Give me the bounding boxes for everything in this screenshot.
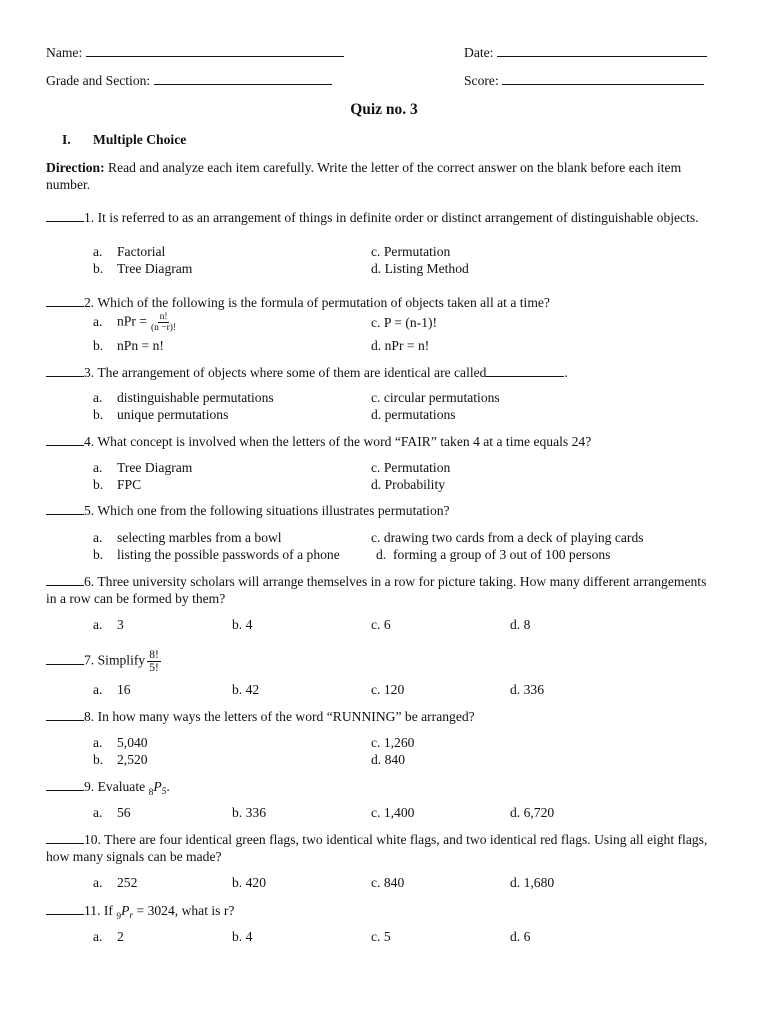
answer-blank[interactable] — [46, 295, 84, 307]
question-5 — [46, 502, 716, 519]
option-letter: c. — [371, 315, 381, 330]
question-4 — [46, 433, 716, 450]
question-text: The arrangement of objects where some of them are identical are called — [94, 365, 487, 380]
question-number: 6. — [84, 574, 95, 589]
option-2b[interactable] — [93, 337, 164, 354]
factorial-fraction — [147, 649, 161, 674]
question-suffix: . — [166, 779, 170, 794]
question-number: 1. — [84, 210, 95, 225]
answer-blank[interactable] — [46, 503, 84, 515]
option-10a[interactable] — [93, 874, 137, 891]
math-subscript: 5 — [161, 787, 167, 797]
question-number: 11. — [84, 903, 101, 918]
option-letter: d. — [371, 752, 382, 767]
question-2 — [46, 294, 716, 311]
question-6 — [46, 573, 716, 607]
option-9d[interactable] — [510, 804, 554, 821]
option-letter: d. — [376, 547, 387, 562]
option-6c[interactable] — [371, 616, 391, 633]
option-text: Factorial — [117, 244, 166, 259]
score-blank[interactable] — [502, 72, 704, 85]
option-text: 6 — [383, 617, 391, 632]
option-text: selecting marbles from a bowl — [117, 530, 282, 545]
option-letter: a. — [93, 682, 103, 697]
name-label: Name: — [46, 45, 83, 60]
option-text: 336 — [245, 805, 266, 820]
answer-blank[interactable] — [46, 903, 84, 915]
option-letter: a. — [93, 875, 103, 890]
option-letter: c. — [371, 617, 381, 632]
answer-blank[interactable] — [46, 210, 84, 222]
fill-blank[interactable] — [486, 365, 564, 377]
option-text: P = (n-1)! — [383, 315, 438, 330]
option-letter: c. — [371, 929, 381, 944]
option-letter: d. — [510, 805, 521, 820]
question-text: In how many ways the letters of the word “RUNNING” be arranged? — [94, 709, 475, 724]
option-3d[interactable] — [371, 406, 456, 423]
option-7c[interactable] — [371, 681, 404, 698]
option-5c[interactable] — [371, 529, 644, 546]
question-text: There are four identical green flags, two identical white flags, and two identical red flags. Using all eight flags, how many signals can be made? — [46, 832, 708, 864]
permutation-fraction — [149, 312, 178, 333]
math-prescript: 9 — [116, 912, 122, 922]
option-text: 840 — [384, 752, 405, 767]
option-letter: d. — [371, 261, 382, 276]
option-text: Tree Diagram — [117, 261, 193, 276]
question-text: It is referred to as an arrangement of things in definite order or distinct arrangement of distinguishable objects. — [94, 210, 699, 225]
option-letter: a. — [93, 929, 103, 944]
option-text: 6 — [523, 929, 531, 944]
option-letter: a. — [93, 617, 103, 632]
option-text: 120 — [383, 682, 405, 697]
option-text: nPr = — [117, 313, 147, 329]
option-text: 420 — [245, 875, 266, 890]
question-text: Which of the following is the formula of permutation of objects taken all at a time? — [94, 295, 550, 310]
option-letter: b. — [232, 805, 243, 820]
option-text: 2 — [117, 929, 124, 944]
section-heading — [62, 131, 186, 148]
fraction-numerator: 8! — [149, 649, 159, 661]
question-8 — [46, 708, 716, 725]
option-letter: b. — [93, 477, 104, 492]
option-letter: b. — [93, 752, 104, 767]
option-text: permutations — [384, 407, 456, 422]
option-4b[interactable] — [93, 476, 141, 493]
option-5b[interactable] — [93, 546, 340, 563]
question-3 — [46, 364, 716, 381]
option-10c[interactable] — [371, 874, 404, 891]
question-number: 3. — [84, 365, 95, 380]
option-text: drawing two cards from a deck of playing cards — [383, 530, 644, 545]
option-letter: c. — [371, 530, 381, 545]
option-text: 42 — [245, 682, 260, 697]
grade-blank[interactable] — [154, 72, 332, 85]
fraction-denominator: (n −r)! — [150, 323, 177, 333]
name-blank[interactable] — [86, 44, 344, 57]
option-letter: d. — [371, 477, 382, 492]
direction-label: Direction: — [46, 160, 105, 175]
option-text: 3 — [117, 617, 124, 632]
option-2d[interactable] — [371, 337, 429, 354]
option-letter: a. — [93, 805, 103, 820]
option-2c[interactable] — [371, 314, 437, 331]
option-text: circular permutations — [383, 390, 500, 405]
option-8b[interactable] — [93, 751, 148, 768]
question-text: Evaluate — [94, 779, 149, 794]
option-8d[interactable] — [371, 751, 405, 768]
option-4a[interactable] — [93, 459, 192, 476]
option-text: unique permutations — [117, 407, 229, 422]
grade-label: Grade and Section: — [46, 73, 151, 88]
option-letter: b. — [232, 682, 243, 697]
option-1c[interactable] — [371, 243, 450, 260]
option-4d[interactable] — [371, 476, 445, 493]
answer-blank[interactable] — [46, 653, 84, 665]
option-text: 5 — [383, 929, 391, 944]
option-text: 1,400 — [383, 805, 415, 820]
option-letter: b. — [93, 261, 104, 276]
score-field[interactable] — [464, 72, 704, 89]
option-text: 6,720 — [523, 805, 555, 820]
option-text: listing the possible passwords of a phone — [117, 547, 340, 562]
question-text: Simplify — [94, 652, 146, 668]
option-text: forming a group of 3 out of 100 persons — [393, 547, 611, 562]
option-text: 2,520 — [117, 752, 148, 767]
option-text: Permutation — [383, 460, 451, 475]
option-text: 56 — [117, 805, 131, 820]
option-9b[interactable] — [232, 804, 266, 821]
option-8a[interactable] — [93, 734, 148, 751]
question-number: 4. — [84, 434, 95, 449]
name-field[interactable] — [46, 44, 344, 61]
date-field[interactable] — [464, 44, 707, 61]
option-text: 16 — [117, 682, 131, 697]
option-1b[interactable] — [93, 260, 192, 277]
option-text: nPn = n! — [117, 338, 164, 353]
option-text: 1,680 — [523, 875, 555, 890]
option-text: Tree Diagram — [117, 460, 193, 475]
option-text: 4 — [245, 617, 253, 632]
option-6d[interactable] — [510, 616, 530, 633]
option-letter: c. — [371, 682, 381, 697]
math-symbol: P — [121, 903, 130, 918]
question-text: What concept is involved when the letters of the word “FAIR” taken 4 at a time equals 24? — [94, 434, 592, 449]
section-number: I. — [62, 132, 71, 147]
question-text: Three university scholars will arrange themselves in a row for picture taking. How many different arrangements in a row can be formed by them? — [46, 574, 707, 606]
option-letter: b. — [232, 875, 243, 890]
question-7 — [46, 649, 716, 674]
option-letter: d. — [510, 617, 521, 632]
math-prescript: 8 — [148, 788, 154, 798]
option-letter: a. — [93, 313, 103, 329]
question-11 — [46, 902, 716, 926]
option-letter: d. — [510, 682, 521, 697]
option-letter: c. — [371, 735, 381, 750]
direction-body: Read and analyze each item carefully. Write the letter of the correct answer on the blank before each item number. — [46, 160, 682, 192]
quiz-title: Quiz no. 3 — [350, 101, 418, 118]
fraction-numerator: n! — [159, 312, 168, 322]
fraction-denominator: 5! — [149, 662, 159, 674]
question-number: 9. — [84, 779, 95, 794]
option-text: 8 — [523, 617, 531, 632]
option-letter: a. — [93, 735, 103, 750]
option-letter: d. — [510, 929, 521, 944]
option-1a[interactable] — [93, 243, 165, 260]
option-11c[interactable] — [371, 928, 391, 945]
question-1 — [46, 209, 716, 226]
option-text: Listing Method — [384, 261, 469, 276]
option-letter: c. — [371, 390, 381, 405]
question-text: Which one from the following situations illustrates permutation? — [94, 503, 450, 518]
option-letter: b. — [232, 929, 243, 944]
question-number: 10. — [84, 832, 101, 847]
option-text: FPC — [117, 477, 142, 492]
option-letter: b. — [93, 407, 104, 422]
option-text: 5,040 — [117, 735, 148, 750]
option-8c[interactable] — [371, 734, 414, 751]
option-6a[interactable] — [93, 616, 124, 633]
option-text: 336 — [523, 682, 544, 697]
option-letter: b. — [232, 617, 243, 632]
question-number: 2. — [84, 295, 95, 310]
option-text: 840 — [383, 875, 405, 890]
question-number: 5. — [84, 503, 95, 518]
option-text: 4 — [245, 929, 253, 944]
option-10d[interactable] — [510, 874, 554, 891]
math-subscript: r — [129, 911, 134, 921]
option-letter: c. — [371, 244, 381, 259]
option-letter: a. — [93, 244, 103, 259]
date-label: Date: — [464, 45, 494, 60]
score-label: Score: — [464, 73, 499, 88]
question-suffix: . — [564, 365, 568, 380]
option-text: Probability — [384, 477, 446, 492]
direction-text — [46, 159, 716, 193]
option-text: nPr = n! — [384, 338, 430, 353]
option-11d[interactable] — [510, 928, 530, 945]
option-letter: a. — [93, 460, 103, 475]
option-11a[interactable] — [93, 928, 124, 945]
answer-blank[interactable] — [46, 832, 84, 844]
question-text: If — [100, 903, 117, 918]
option-letter: d. — [510, 875, 521, 890]
date-blank[interactable] — [497, 44, 707, 57]
math-symbol: P — [153, 779, 162, 794]
option-letter: c. — [371, 460, 381, 475]
option-5d[interactable] — [376, 546, 610, 563]
option-4c[interactable] — [371, 459, 450, 476]
option-letter: c. — [371, 875, 381, 890]
answer-blank[interactable] — [46, 365, 84, 377]
section-name: Multiple Choice — [93, 132, 187, 147]
option-text: 1,260 — [383, 735, 415, 750]
option-11b[interactable] — [232, 928, 252, 945]
option-7d[interactable] — [510, 681, 544, 698]
answer-blank[interactable] — [46, 709, 84, 721]
question-equation: = 3024, what is r? — [133, 903, 235, 918]
option-9c[interactable] — [371, 804, 414, 821]
question-number: 8. — [84, 709, 95, 724]
option-9a[interactable] — [93, 804, 131, 821]
option-text: distinguishable permutations — [117, 390, 274, 405]
permutation-expression — [116, 903, 134, 922]
option-5a[interactable] — [93, 529, 282, 546]
option-letter: d. — [371, 338, 382, 353]
option-letter: d. — [371, 407, 382, 422]
option-7a[interactable] — [93, 681, 131, 698]
answer-blank[interactable] — [46, 574, 84, 586]
option-6b[interactable] — [232, 616, 252, 633]
grade-section-field[interactable] — [46, 72, 332, 89]
answer-blank[interactable] — [46, 434, 84, 446]
option-1d[interactable] — [371, 260, 469, 277]
option-text: 252 — [117, 875, 138, 890]
option-letter: b. — [93, 338, 104, 353]
option-letter: b. — [93, 547, 104, 562]
option-3b[interactable] — [93, 406, 228, 423]
question-number: 7. — [84, 652, 95, 668]
option-2a[interactable] — [93, 312, 180, 333]
permutation-expression — [148, 779, 170, 798]
option-letter: a. — [93, 390, 103, 405]
option-3a[interactable] — [93, 389, 274, 406]
option-text: Permutation — [383, 244, 451, 259]
option-letter: c. — [371, 805, 381, 820]
question-10 — [46, 831, 716, 865]
option-7b[interactable] — [232, 681, 259, 698]
answer-blank[interactable] — [46, 779, 84, 791]
question-9 — [46, 778, 716, 802]
option-3c[interactable] — [371, 389, 500, 406]
option-letter: a. — [93, 530, 103, 545]
option-10b[interactable] — [232, 874, 266, 891]
